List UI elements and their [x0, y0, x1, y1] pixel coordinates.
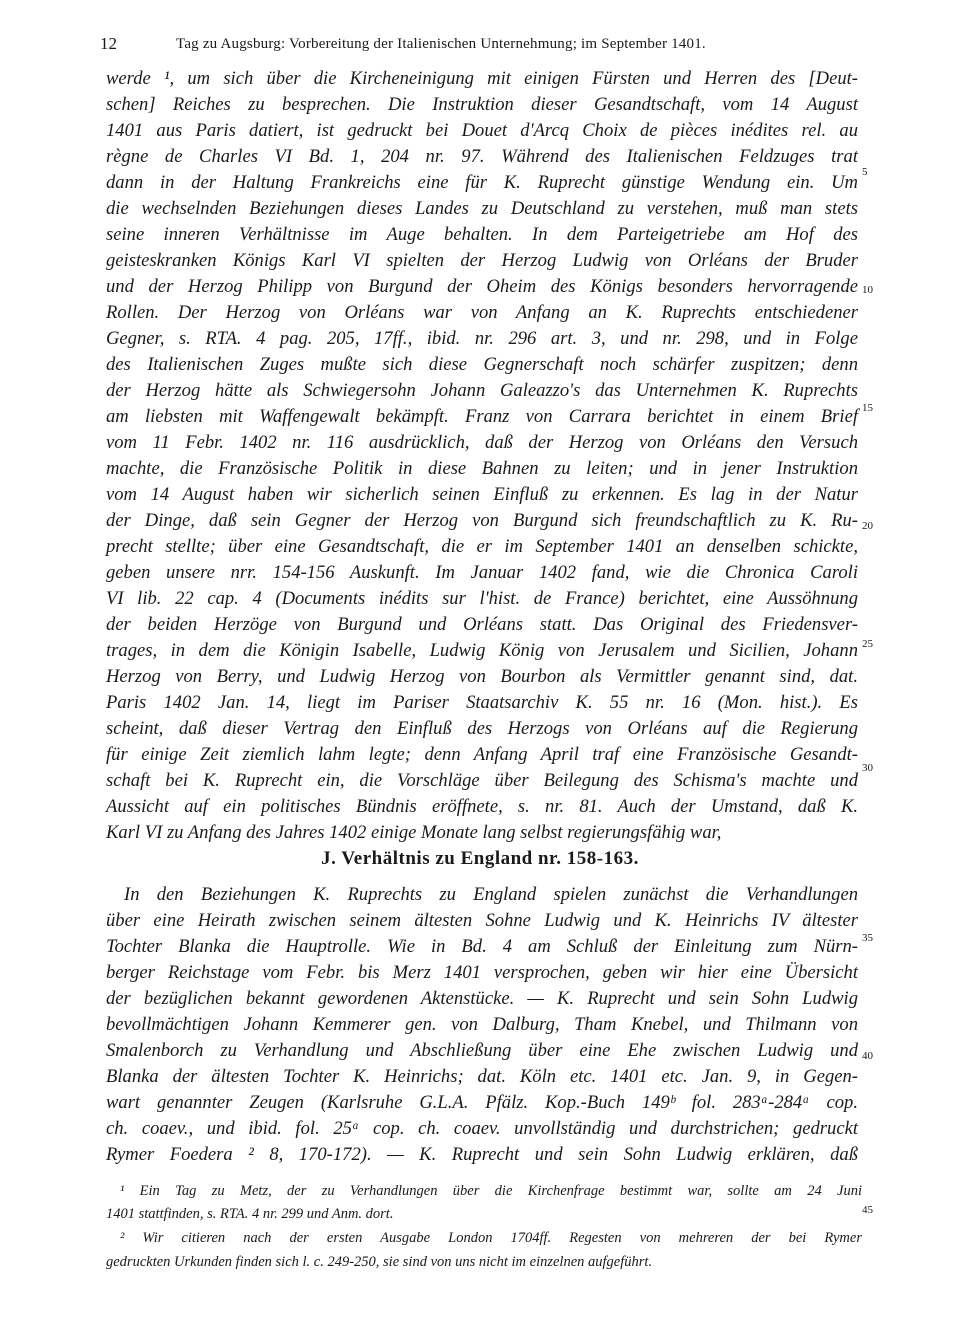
- text-line: des Italienischen Zuges mußte sich diese Gegnerschaft noch schärfer zuspitzen; denn: [106, 354, 858, 375]
- footnote-1-line-2: 1401 stattfinden, s. RTA. 4 nr. 299 und Anm. dort.: [106, 1206, 394, 1222]
- line-number: 15: [862, 402, 873, 414]
- footnote-1-line-1: ¹ Ein Tag zu Metz, der zu Verhandlungen über die Kirchenfrage bestimmt war, sollte am 24 Juni: [120, 1183, 862, 1199]
- text-line: für einige Zeit ziemlich lahm legte; denn Anfang April traf eine Französische Gesandt-: [106, 744, 858, 765]
- line-number: 25: [862, 638, 873, 650]
- text-line: Karl VI zu Anfang des Jahres 1402 einige Monate lang selbst regierungsfähig war,: [106, 822, 722, 843]
- text-line: geben unsere nrr. 154-156 Auskunft. Im Januar 1402 fand, wie die Chronica Caroli: [106, 562, 858, 583]
- line-number: 5: [862, 166, 868, 178]
- text-line: Paris 1402 Jan. 14, liegt im Pariser Staatsarchiv K. 55 nr. 16 (Mon. hist.). Es: [106, 692, 858, 713]
- text-line: am liebsten mit Waffengewalt bekämpft. Franz von Carrara berichtet in einem Brief: [106, 406, 858, 427]
- text-line: wart genannter Zeugen (Karlsruhe G.L.A. Pfälz. Kop.-Buch 149ᵇ fol. 283ᵃ-284ᵃ cop.: [106, 1092, 858, 1113]
- line-number: 35: [862, 932, 873, 944]
- text-line: schen] Reiches zu besprechen. Die Instruktion dieser Gesandtschaft, vom 14 August: [106, 94, 858, 115]
- section-heading: J. Verhältnis zu England nr. 158-163.: [321, 848, 639, 869]
- line-number: 40: [862, 1050, 873, 1062]
- text-line: scheint, daß dieser Vertrag den Einfluß des Herzogs von Orléans auf die Regierung: [106, 718, 858, 739]
- footnote-2-line-1: ² Wir citieren nach der ersten Ausgabe London 1704ff. Regesten von mehreren der bei Rymer: [120, 1230, 862, 1246]
- text-line: werde ¹, um sich über die Kircheneinigung mit einigen Fürsten und Herren des [Deut-: [106, 68, 858, 89]
- text-line: seine inneren Verhältnisse im Auge behalten. In dem Parteigetriebe am Hof des: [106, 224, 858, 245]
- text-line: Smalenborch zu Verhandlung und Abschließung über eine Ehe zwischen Ludwig und: [106, 1040, 858, 1061]
- text-line: ch. coaev., und ibid. fol. 25ᵃ cop. ch. coaev. unvollständig und durchstrichen; gedruckt: [106, 1118, 858, 1139]
- text-line: geisteskranken Königs Karl VI spielten der Herzog Ludwig von Orléans der Bruder: [106, 250, 858, 271]
- text-line: bevollmächtigen Johann Kemmerer gen. von Dalburg, Tham Knebel, und Thilmann von: [106, 1014, 858, 1035]
- text-line: der bezüglichen bekannt gewordenen Aktenstücke. — K. Ruprecht und sein Sohn Ludwig: [106, 988, 858, 1009]
- footnote-2-line-2: gedruckten Urkunden finden sich l. c. 249-250, sie sind von uns nicht im einzelnen aufgeführt.: [106, 1254, 653, 1270]
- text-line: der Herzog hätte als Schwiegersohn Johann Galeazzo's das Unternehmen K. Ruprechts: [106, 380, 858, 401]
- text-line: der beiden Herzöge von Burgund und Orléans statt. Das Original des Friedensver-: [106, 614, 858, 635]
- text-line: Rymer Foedera ² 8, 170-172). — K. Ruprecht und sein Sohn Ludwig erklären, daß: [106, 1144, 858, 1165]
- line-number: 10: [862, 284, 873, 296]
- text-line: dann in der Haltung Frankreichs eine für K. Ruprecht günstige Wendung ein. Um: [106, 172, 858, 193]
- text-line: schaft bei K. Ruprecht ein, die Vorschläge über Beilegung des Schisma's machte und: [106, 770, 858, 791]
- page-number: 12: [100, 34, 117, 53]
- running-title: Tag zu Augsburg: Vorbereitung der Italienischen Unternehmung; im September 1401.: [176, 36, 706, 52]
- text-line: Aussicht auf ein politisches Bündnis eröffnete, s. nr. 81. Auch der Umstand, daß K.: [106, 796, 858, 817]
- text-line: der Dinge, daß sein Gegner der Herzog von Burgund sich freundschaftlich zu K. Ru-: [106, 510, 858, 531]
- text-line: Gegner, s. RTA. 4 pag. 205, 17ff., ibid. nr. 296 art. 3, und nr. 298, und in Folge: [106, 328, 858, 349]
- text-line: und der Herzog Philipp von Burgund der Oheim des Königs besonders hervorragende: [106, 276, 858, 297]
- text-line: precht stellte; über eine Gesandtschaft, die er im September 1401 an denselben schickte,: [106, 536, 858, 557]
- text-line: Blanka der ältesten Tochter K. Heinrichs; dat. Köln etc. 1401 etc. Jan. 9, in Gegen-: [106, 1066, 858, 1087]
- text-line: trages, in dem die Königin Isabelle, Ludwig König von Jerusalem und Sicilien, Johann: [106, 640, 858, 661]
- text-line: In den Beziehungen K. Ruprechts zu England spielen zunächst die Verhandlungen: [124, 884, 858, 905]
- text-line: VI lib. 22 cap. 4 (Documents inédits sur l'hist. de France) berichtet, eine Aussöhnung: [106, 588, 858, 609]
- line-number: 20: [862, 520, 873, 532]
- text-line: machte, die Französische Politik in diese Bahnen zu leiten; und in jener Instruktion: [106, 458, 858, 479]
- text-line: berger Reichstage vom Febr. bis Merz 1401 versprochen, geben wir hier eine Übersicht: [106, 962, 858, 983]
- text-line: 1401 aus Paris datiert, ist gedruckt bei Douet d'Arcq Choix de pièces inédites rel. au: [106, 120, 858, 141]
- line-number: 30: [862, 762, 873, 774]
- text-line: règne de Charles VI Bd. 1, 204 nr. 97. Während des Italienischen Feldzuges trat: [106, 146, 858, 167]
- text-line: Rollen. Der Herzog von Orléans war von Anfang an K. Ruprechts entschiedener: [106, 302, 858, 323]
- text-line: Herzog von Berry, und Ludwig Herzog von Bourbon als Vermittler genannt sind, dat.: [106, 666, 858, 687]
- text-line: vom 14 August haben wir sicherlich seinen Einfluß zu erkennen. Es lag in der Natur: [106, 484, 858, 505]
- text-line: Tochter Blanka die Hauptrolle. Wie in Bd. 4 am Schluß der Einleitung zum Nürn-: [106, 936, 858, 957]
- text-line: die wechselnden Beziehungen dieses Landes zu Deutschland zu verstehen, muß man stets: [106, 198, 858, 219]
- text-line: vom 11 Febr. 1402 nr. 116 ausdrücklich, daß der Herzog von Orléans den Versuch: [106, 432, 858, 453]
- line-number: 45: [862, 1204, 873, 1216]
- text-line: über eine Heirath zwischen seinem ältesten Sohne Ludwig und K. Heinrichs IV ältester: [106, 910, 858, 931]
